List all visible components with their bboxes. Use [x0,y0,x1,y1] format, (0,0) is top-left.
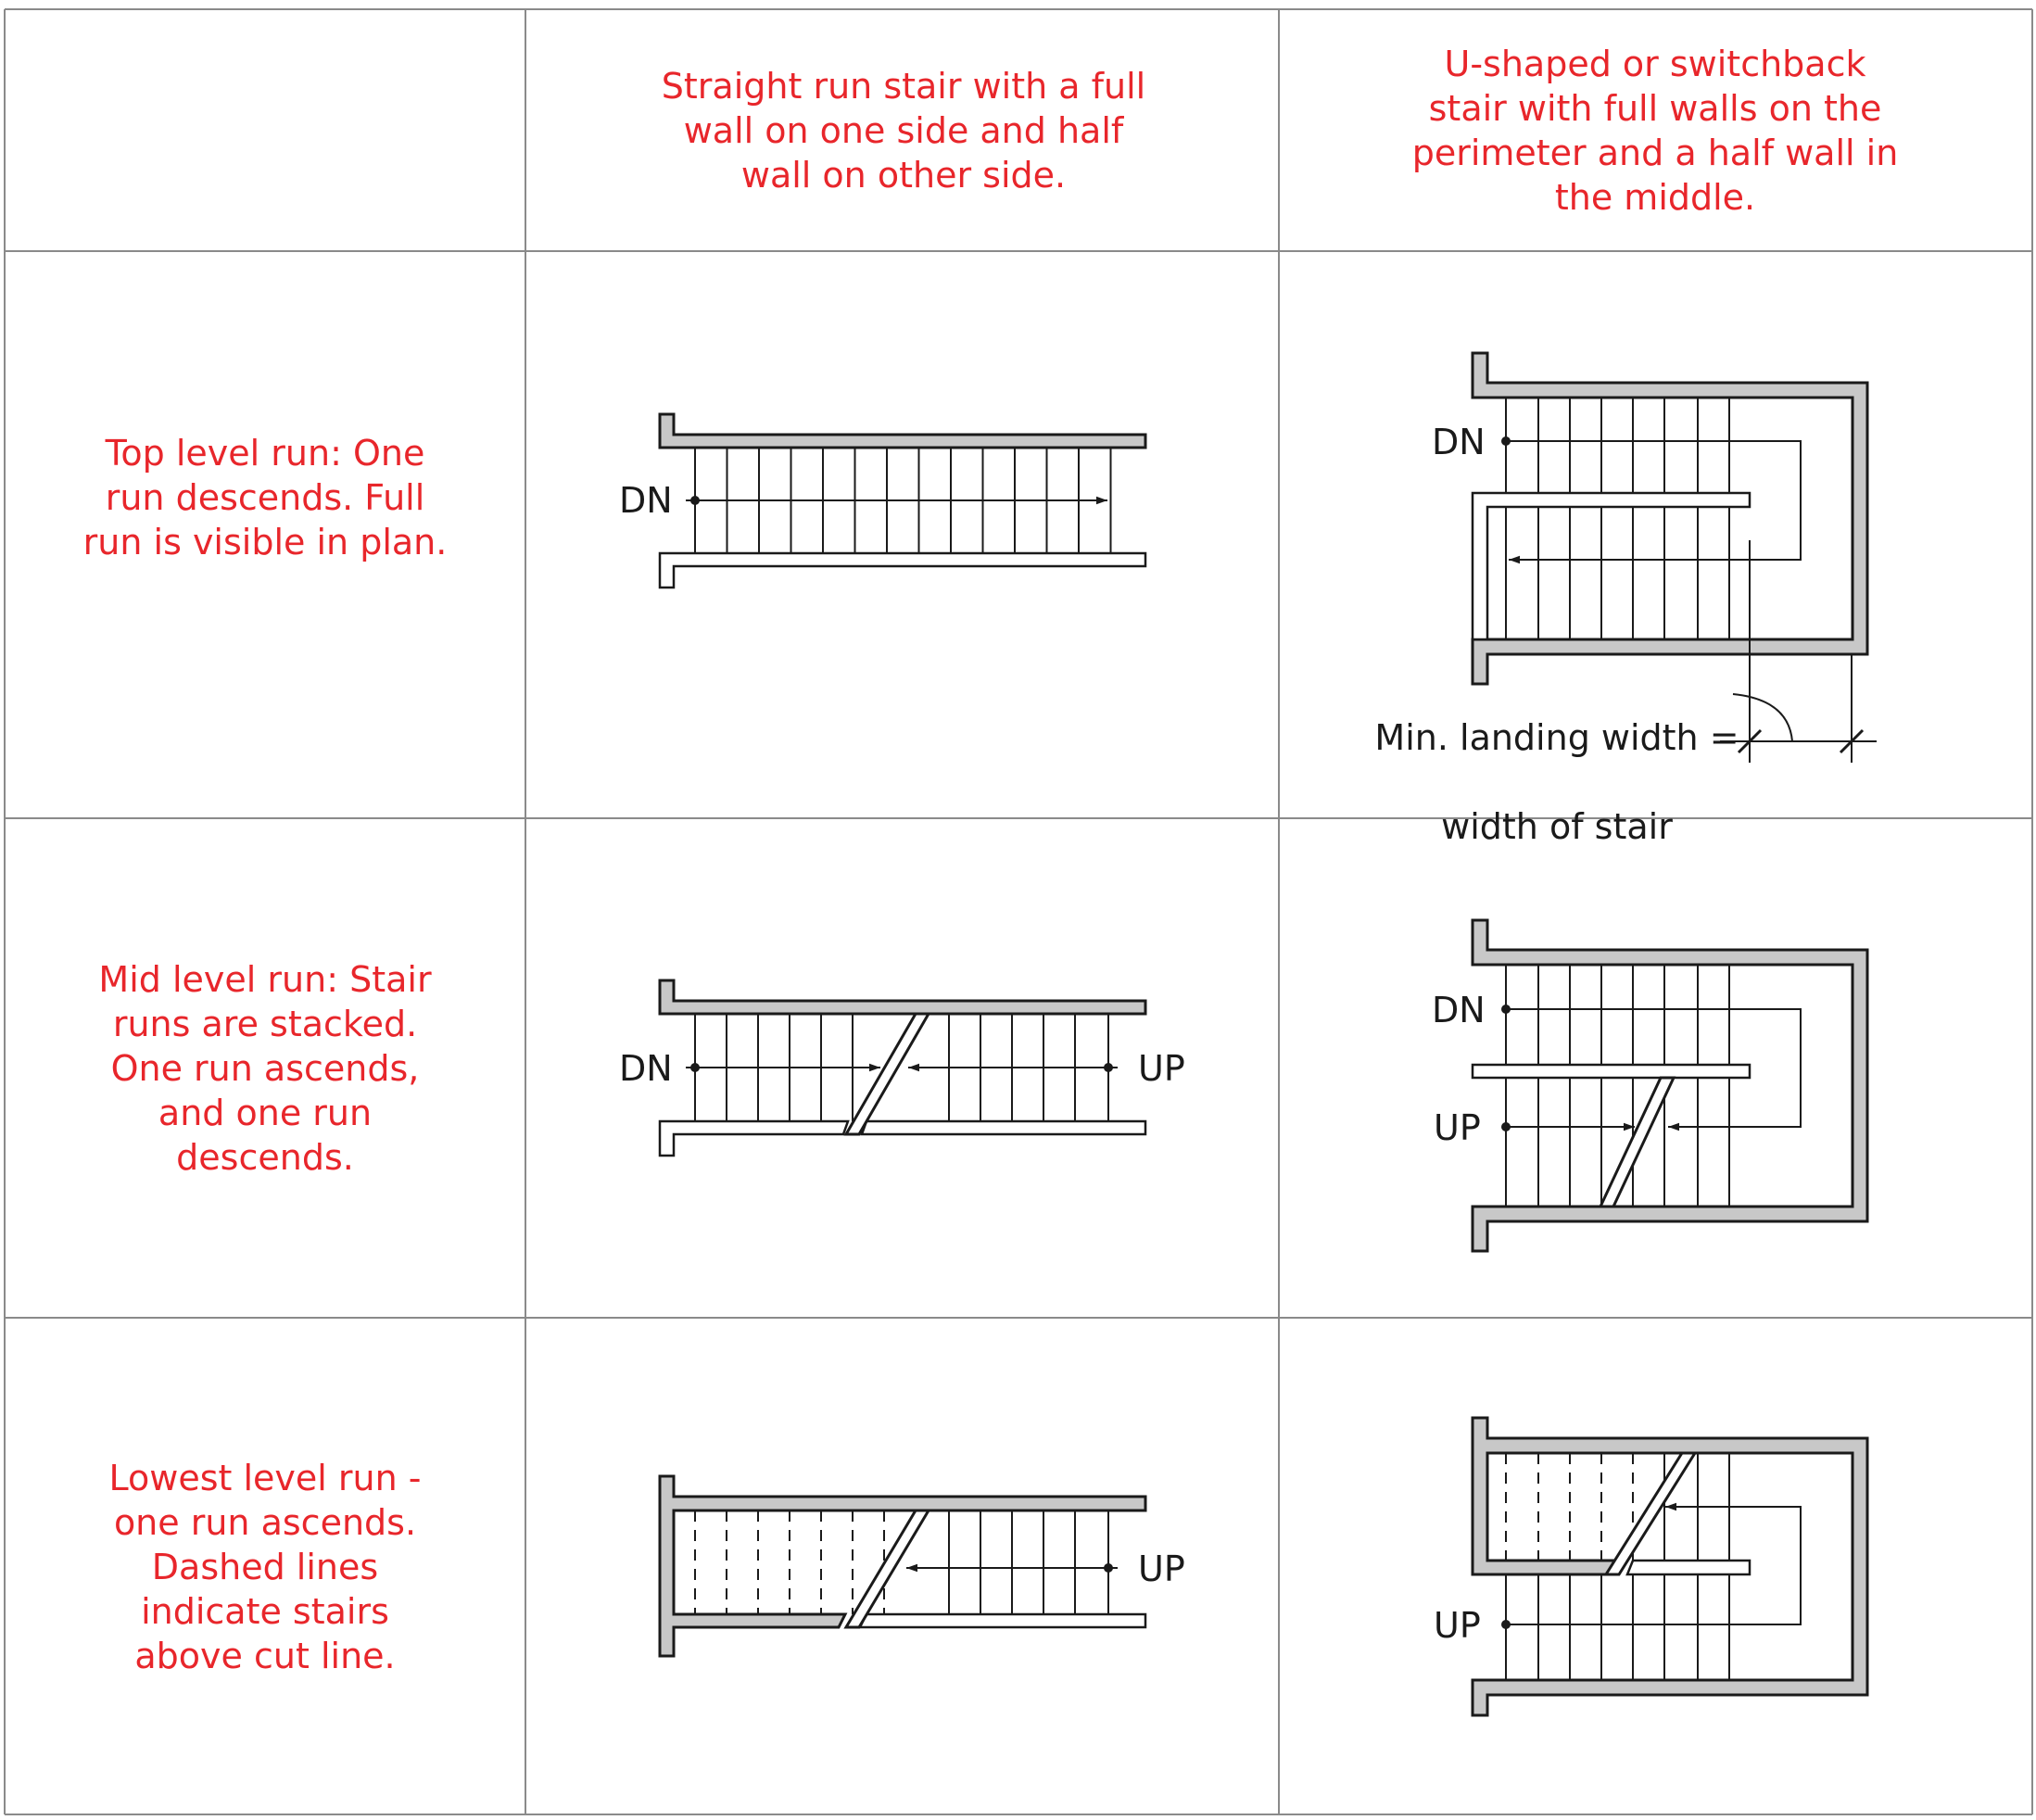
full-wall-top [660,414,1145,448]
half-wall-mid-u [1473,1065,1750,1078]
row-description-lowest-level: Lowest level run - one run ascends. Dashed lines indicate stairs above cut line. [108,1458,422,1676]
column-header-straight-run: Straight run stair with a full wall on one side and half wall on other side. [661,66,1146,196]
half-wall-low-u [1627,1561,1750,1574]
landing-note-line2: width of stair [1441,806,1673,847]
half-wall-top [660,553,1145,588]
half-wall-top-u [1473,493,1750,639]
row-description-top-level: Top level run: One run descends. Full run is visible in plan. [82,433,448,562]
stair-plans [619,353,1877,1715]
full-wall-low [660,1476,1145,1656]
half-wall-mid-right [862,1121,1145,1134]
up-label-mid: UP [1138,1048,1185,1089]
dn-label-mid-u: DN [1432,990,1486,1030]
landing-note-line1: Min. landing width = [1374,717,1739,758]
column-header-u-shaped: U-shaped or switchback stair with full walls on the perimeter and a half wall in the middle. [1411,44,1899,218]
landing-width-note [1353,671,1761,849]
up-label-low: UP [1138,1548,1185,1589]
break-line-mid-u [1600,1078,1674,1207]
up-label-low-u: UP [1434,1605,1481,1646]
dn-label-top: DN [619,480,673,521]
row-description-mid-level: Mid level run: Stair runs are stacked. One run ascends, and one run descends. [98,959,432,1178]
half-wall-mid-left [660,1121,848,1156]
break-line-low-u [1606,1453,1695,1574]
full-wall-mid [660,980,1145,1014]
up-label-mid-u: UP [1434,1107,1481,1148]
dn-label-top-u: DN [1432,422,1486,462]
break-line-mid [846,1014,929,1134]
perimeter-wall-top-u [1473,353,1867,684]
dn-label-mid: DN [619,1048,673,1089]
half-wall-low [860,1614,1145,1627]
